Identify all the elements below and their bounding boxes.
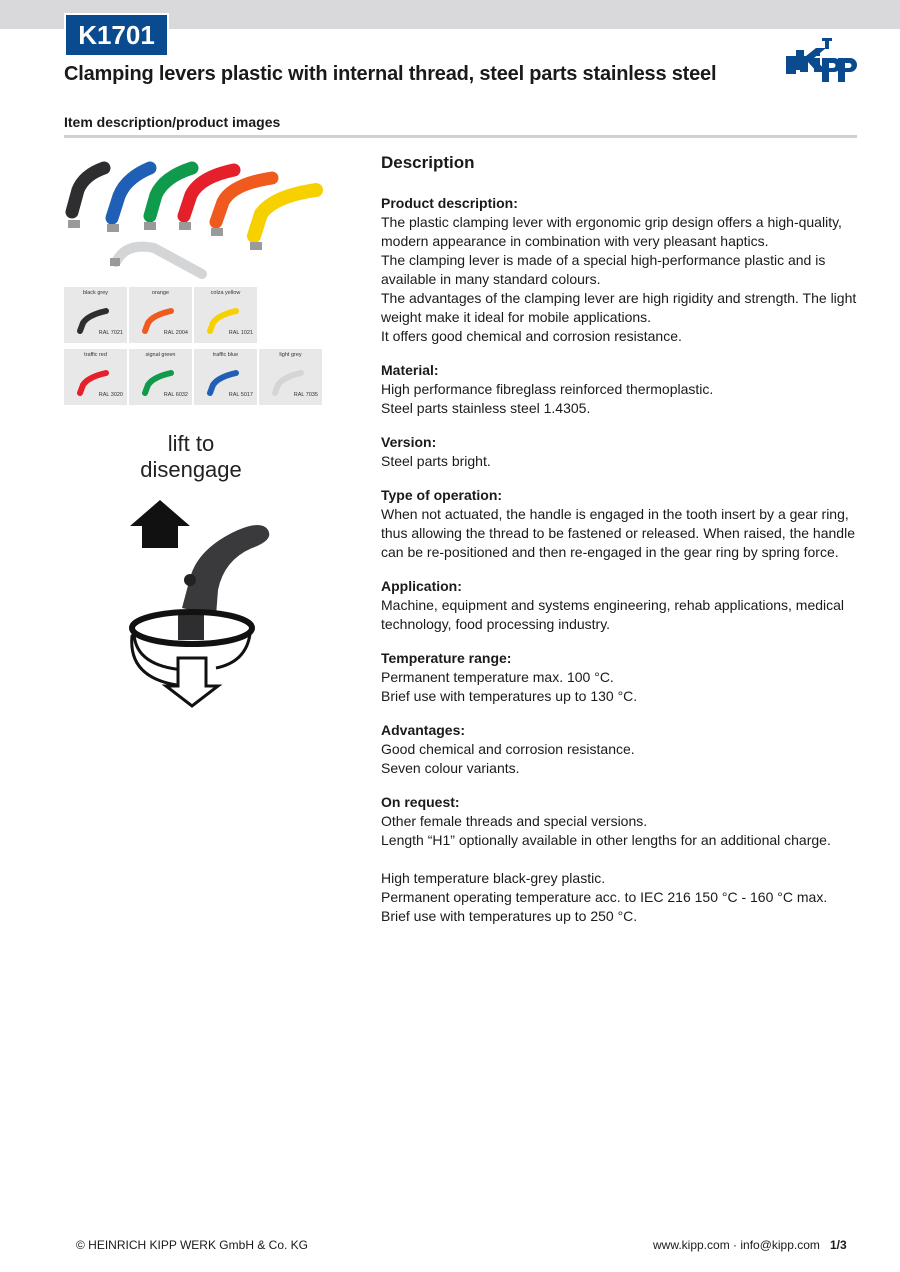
on-request-label: On request: <box>381 794 460 810</box>
swatch-label: signal green <box>145 352 176 358</box>
footer-copyright: © HEINRICH KIPP WERK GmbH & Co. KG <box>76 1238 308 1252</box>
item-code-badge: K1701 <box>64 13 169 57</box>
text-line: Seven colour variants. <box>381 760 520 776</box>
product-hero-image <box>64 150 324 282</box>
lift-caption-line-1: lift to <box>167 431 215 456</box>
advantages-label: Advantages: <box>381 722 466 738</box>
swatch-ral: RAL 1021 <box>228 330 253 336</box>
operation-block <box>381 486 859 562</box>
text-line: The plastic clamping lever with ergonomic grip design offers a high-quality, modern appearance in combination with very pleasant haptics. <box>381 214 842 249</box>
operation-label: Type of operation: <box>381 487 503 503</box>
swatch-signal-green <box>129 349 192 405</box>
swatch-ral: RAL 7021 <box>98 330 123 336</box>
lift-caption <box>120 431 262 483</box>
swatch-label: black grey <box>82 290 109 296</box>
text-line: When not actuated, the handle is engaged in the tooth insert by a gear ring, thus allowing the thread to be fastened or released. When raised, the handle can be re-positioned and then re-engaged in the gear ring by spring force. <box>381 506 855 560</box>
text-line: It offers good chemical and corrosion resistance. <box>381 328 682 344</box>
footer-page-number: 1/3 <box>830 1238 847 1252</box>
swatch-label: orange <box>151 290 170 296</box>
version-block <box>381 433 859 471</box>
text-line: Brief use with temperatures up to 250 °C. <box>381 908 638 924</box>
swatch-label: traffic red <box>84 352 107 358</box>
lift-to-disengage-illustration <box>120 490 280 710</box>
text-line: Other female threads and special versions. <box>381 813 648 829</box>
product-description-label: Product description: <box>381 195 518 211</box>
swatch-label: colza yellow <box>210 290 241 296</box>
swatch-orange <box>129 287 192 343</box>
high-temperature-block <box>381 869 859 926</box>
text-line: Permanent operating temperature acc. to IEC 216 150 °C - 160 °C max. <box>381 889 828 905</box>
swatch-ral: RAL 2004 <box>163 330 188 336</box>
kipp-logo <box>784 38 858 90</box>
swatch-ral: RAL 5017 <box>228 392 253 398</box>
temperature-label: Temperature range: <box>381 650 512 666</box>
swatch-ral: RAL 7035 <box>293 392 318 398</box>
temperature-block <box>381 649 859 706</box>
section-divider <box>64 135 857 138</box>
text-line: Brief use with temperatures up to 130 °C. <box>381 688 638 704</box>
text-line: Length “H1” optionally available in other lengths for an additional charge. <box>381 832 831 848</box>
description-heading: Description <box>381 153 475 172</box>
text-line: Permanent temperature max. 100 °C. <box>381 669 614 685</box>
text-line: Good chemical and corrosion resistance. <box>381 741 635 757</box>
text-line: High temperature black-grey plastic. <box>381 870 606 886</box>
material-block <box>381 361 859 418</box>
lift-caption-line-2: disengage <box>140 457 242 482</box>
page-title: Clamping levers plastic with internal thread, steel parts stainless steel <box>64 63 717 85</box>
text-line: The clamping lever is made of a special high-performance plastic and is available in many standard colours. <box>381 252 826 287</box>
product-description-block <box>381 194 859 346</box>
material-label: Material: <box>381 362 439 378</box>
version-label: Version: <box>381 434 437 450</box>
on-request-block <box>381 793 859 850</box>
text-line: Steel parts bright. <box>381 453 491 469</box>
text-line: Steel parts stainless steel 1.4305. <box>381 400 591 416</box>
text-line: High performance fibreglass reinforced thermoplastic. <box>381 381 714 397</box>
text-line: The advantages of the clamping lever are high rigidity and strength. The light weight make it ideal for mobile applications. <box>381 290 857 325</box>
section-title: Item description/product images <box>64 114 281 130</box>
swatch-traffic-blue <box>194 349 257 405</box>
swatch-black-grey <box>64 287 127 343</box>
swatch-ral: RAL 6032 <box>163 392 188 398</box>
swatch-colza-yellow <box>194 287 257 343</box>
footer-contact: www.kipp.com · info@kipp.com <box>653 1238 820 1252</box>
advantages-block <box>381 721 859 778</box>
swatch-label: traffic blue <box>212 352 239 358</box>
arrow-up-icon <box>130 500 190 548</box>
description-body <box>381 194 859 941</box>
swatch-traffic-red <box>64 349 127 405</box>
swatch-label: light grey <box>279 352 302 358</box>
application-label: Application: <box>381 578 462 594</box>
text-line: Machine, equipment and systems engineering, rehab applications, medical technology, food processing industry. <box>381 597 845 632</box>
swatch-ral: RAL 3020 <box>98 392 123 398</box>
application-block <box>381 577 859 634</box>
swatch-light-grey <box>259 349 322 405</box>
